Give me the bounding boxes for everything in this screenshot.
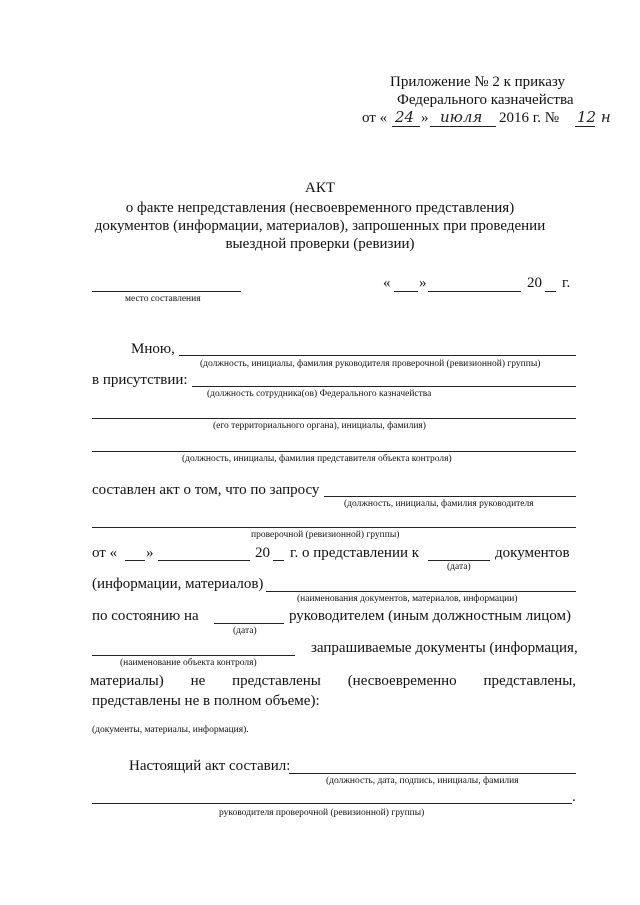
appendix-date-prefix: от « — [362, 110, 388, 126]
appendix-order-number: 12 н — [577, 108, 611, 126]
territorial-line — [92, 418, 576, 419]
from-month-line — [158, 560, 250, 561]
date-month-line — [428, 291, 521, 292]
act-title-line-1: о факте непредставления (несвоевременного представления) — [125, 200, 515, 216]
control-rep-line — [92, 451, 576, 452]
appendix-date-year: 2016 г. № — [499, 110, 560, 126]
paragraph-line-1 — [90, 673, 576, 690]
composed-line — [324, 496, 576, 497]
caption-mnoyu: (должность, инициалы, фамилия руководителя проверочной (ревизионной) группы) — [200, 359, 541, 369]
date-day-line — [394, 291, 418, 292]
place-line — [92, 291, 241, 292]
date-close-quote: » — [419, 275, 427, 291]
label-mnoyu: Мною, — [131, 341, 175, 357]
final-dot: . — [572, 789, 576, 805]
appendix-number-line — [575, 126, 595, 127]
label-act-composed: Настоящий акт составил: — [129, 758, 291, 774]
caption-composed: (должность, инициалы, фамилия руководителя — [344, 499, 534, 509]
act-composer-line — [289, 773, 576, 774]
caption-territorial: (его территориального органа), инициалы, фамилия) — [213, 421, 426, 431]
info-line — [266, 591, 576, 592]
act-title-line-2: документов (информации, материалов), запрошенных при проведении — [94, 218, 546, 234]
par-word-2: не — [190, 673, 206, 689]
appendix-line-2: Федерального казначейства — [397, 92, 574, 108]
caption-control-rep: (должность, инициалы, фамилия представителя объекта контроля) — [182, 454, 452, 464]
act-heading: АКТ — [305, 180, 335, 196]
label-info-materials: (информации, материалов) — [92, 576, 264, 592]
from-year: 20 — [255, 545, 270, 561]
label-state-head: руководителем (иным должностным лицом) — [289, 608, 571, 624]
caption-object: (наименование объекта контроля) — [120, 658, 257, 668]
par-word-3: представлены — [232, 673, 321, 689]
label-presence: в присутствии: — [92, 372, 188, 388]
state-date-line — [214, 623, 284, 624]
from-day-line — [125, 560, 145, 561]
appendix-date-mid: » — [421, 110, 429, 126]
caption-presence: (должность сотрудника(ов) Федерального казначейства — [207, 389, 432, 399]
label-state-on: по состоянию на — [92, 608, 199, 624]
appendix-day-line — [392, 126, 420, 127]
group-line — [92, 527, 576, 528]
label-composed: составлен акт о том, что по запросу — [92, 482, 320, 498]
caption-state-date: (дата) — [233, 626, 257, 636]
from-deadline-line — [428, 560, 490, 561]
appendix-date-month: июля — [440, 108, 483, 126]
from-docs: документов — [495, 545, 570, 561]
place-caption: место составления — [125, 294, 201, 304]
caption-from-date: (дата) — [447, 562, 471, 572]
caption-group: проверочной (ревизионной) группы) — [251, 530, 400, 540]
mnoyu-line — [179, 355, 576, 356]
date-year-suffix: г. — [562, 275, 571, 291]
paragraph-line-2: представлены не в полном объеме): — [92, 693, 320, 709]
from-year-line — [273, 560, 284, 561]
label-requested: запрашиваемые документы (информация, — [311, 640, 578, 656]
final-line — [92, 803, 572, 804]
par-word-5: представлены, — [483, 673, 577, 689]
presence-line — [192, 386, 576, 387]
appendix-line-1: Приложение № 2 к приказу — [390, 74, 565, 90]
docs-list-caption: (документы, материалы, информация). — [92, 725, 249, 735]
caption-act-composer: (должность, дата, подпись, инициалы, фамилия — [326, 776, 519, 786]
from-open: от « — [92, 545, 118, 561]
object-line — [92, 655, 295, 656]
date-open-quote: « — [383, 275, 391, 291]
caption-final: руководителя проверочной (ревизионной) группы) — [219, 808, 425, 818]
par-word-1: материалы) — [90, 673, 164, 689]
from-close: » — [146, 545, 154, 561]
from-text: г. о представлении к — [290, 545, 420, 561]
act-title-line-3: выездной проверки (ревизии) — [225, 236, 415, 252]
caption-info: (наименования документов, материалов, информации) — [297, 594, 518, 604]
appendix-date-day: 24 — [395, 108, 415, 126]
date-year-prefix: 20 — [527, 275, 542, 291]
date-year-line — [545, 291, 556, 292]
appendix-month-line — [430, 126, 496, 127]
par-word-4: (несвоевременно — [347, 673, 457, 689]
